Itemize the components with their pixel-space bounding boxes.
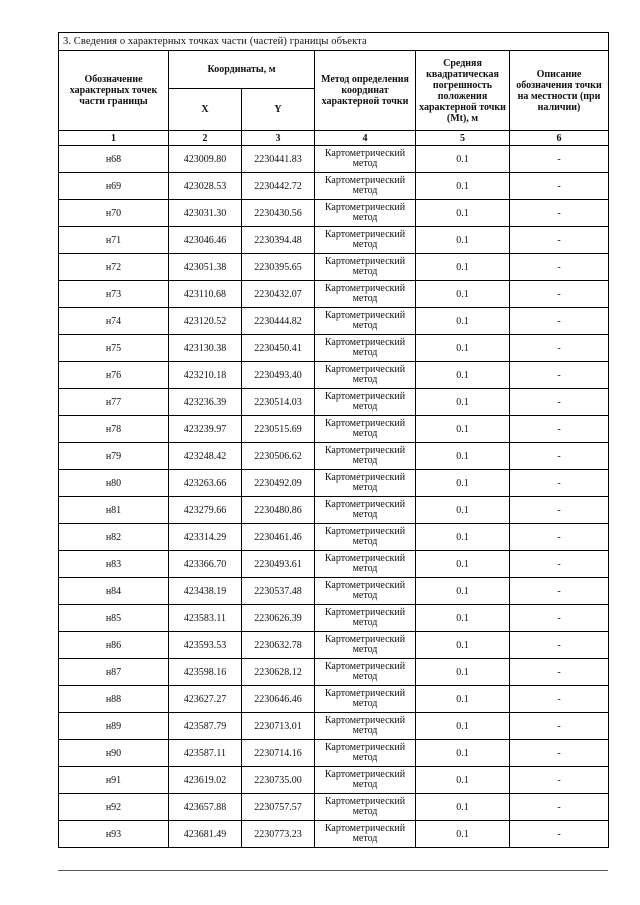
cell-point: н72 xyxy=(59,254,169,281)
cell-mt: 0.1 xyxy=(416,767,510,794)
cell-y: 2230444.82 xyxy=(242,308,315,335)
cell-desc: - xyxy=(510,254,609,281)
cell-desc: - xyxy=(510,524,609,551)
cell-point: н89 xyxy=(59,713,169,740)
cell-y: 2230646.46 xyxy=(242,686,315,713)
cell-mt: 0.1 xyxy=(416,686,510,713)
cell-y: 2230537.48 xyxy=(242,578,315,605)
cell-method: Картометрический метод xyxy=(315,443,416,470)
cell-method: Картометрический метод xyxy=(315,767,416,794)
cell-method: Картометрический метод xyxy=(315,308,416,335)
cell-point: н86 xyxy=(59,632,169,659)
table-row xyxy=(59,740,609,767)
column-numbers-row xyxy=(59,131,609,146)
column-number: 6 xyxy=(510,131,609,146)
cell-method: Картометрический метод xyxy=(315,362,416,389)
header-method: Метод определения координат характерной точки xyxy=(315,51,416,131)
cell-point: н88 xyxy=(59,686,169,713)
cell-point: н68 xyxy=(59,146,169,173)
cell-desc: - xyxy=(510,389,609,416)
cell-y: 2230713.01 xyxy=(242,713,315,740)
cell-mt: 0.1 xyxy=(416,659,510,686)
cell-desc: - xyxy=(510,551,609,578)
table-row xyxy=(59,173,609,200)
cell-method: Картометрический метод xyxy=(315,821,416,848)
table-row xyxy=(59,578,609,605)
table-row xyxy=(59,416,609,443)
header-y: Y xyxy=(242,89,315,131)
header-coordinates: Координаты, м xyxy=(169,51,315,89)
cell-desc: - xyxy=(510,578,609,605)
cell-y: 2230480.86 xyxy=(242,497,315,524)
cell-y: 2230735.00 xyxy=(242,767,315,794)
cell-y: 2230714.16 xyxy=(242,740,315,767)
cell-method: Картометрический метод xyxy=(315,497,416,524)
cell-method: Картометрический метод xyxy=(315,335,416,362)
table-row xyxy=(59,524,609,551)
cell-mt: 0.1 xyxy=(416,524,510,551)
cell-point: н80 xyxy=(59,470,169,497)
boundary-points-table xyxy=(58,32,609,848)
cell-method: Картометрический метод xyxy=(315,740,416,767)
cell-desc: - xyxy=(510,767,609,794)
cell-point: н90 xyxy=(59,740,169,767)
cell-x: 423051.38 xyxy=(169,254,242,281)
cell-x: 423587.11 xyxy=(169,740,242,767)
cell-mt: 0.1 xyxy=(416,713,510,740)
cell-desc: - xyxy=(510,632,609,659)
cell-x: 423248.42 xyxy=(169,443,242,470)
table-row xyxy=(59,632,609,659)
cell-method: Картометрический метод xyxy=(315,281,416,308)
cell-point: н76 xyxy=(59,362,169,389)
table-row xyxy=(59,362,609,389)
cell-method: Картометрический метод xyxy=(315,524,416,551)
cell-point: н81 xyxy=(59,497,169,524)
cell-y: 2230757.57 xyxy=(242,794,315,821)
cell-y: 2230432.07 xyxy=(242,281,315,308)
cell-method: Картометрический метод xyxy=(315,794,416,821)
table-row xyxy=(59,686,609,713)
cell-method: Картометрический метод xyxy=(315,659,416,686)
cell-desc: - xyxy=(510,443,609,470)
table-row xyxy=(59,713,609,740)
column-number: 4 xyxy=(315,131,416,146)
cell-mt: 0.1 xyxy=(416,281,510,308)
cell-x: 423236.39 xyxy=(169,389,242,416)
table-body xyxy=(59,146,609,848)
cell-point: н79 xyxy=(59,443,169,470)
cell-x: 423046.46 xyxy=(169,227,242,254)
cell-mt: 0.1 xyxy=(416,389,510,416)
cell-method: Картометрический метод xyxy=(315,200,416,227)
page-bottom-rule xyxy=(58,870,608,871)
cell-y: 2230626.39 xyxy=(242,605,315,632)
cell-x: 423263.66 xyxy=(169,470,242,497)
cell-y: 2230492.09 xyxy=(242,470,315,497)
cell-mt: 0.1 xyxy=(416,335,510,362)
cell-desc: - xyxy=(510,497,609,524)
cell-mt: 0.1 xyxy=(416,416,510,443)
cell-y: 2230493.61 xyxy=(242,551,315,578)
cell-mt: 0.1 xyxy=(416,254,510,281)
table-row xyxy=(59,443,609,470)
cell-mt: 0.1 xyxy=(416,227,510,254)
cell-mt: 0.1 xyxy=(416,470,510,497)
cell-x: 423681.49 xyxy=(169,821,242,848)
cell-x: 423314.29 xyxy=(169,524,242,551)
cell-desc: - xyxy=(510,821,609,848)
cell-desc: - xyxy=(510,362,609,389)
cell-y: 2230632.78 xyxy=(242,632,315,659)
table-row xyxy=(59,335,609,362)
column-number: 1 xyxy=(59,131,169,146)
cell-x: 423279.66 xyxy=(169,497,242,524)
cell-point: н71 xyxy=(59,227,169,254)
cell-mt: 0.1 xyxy=(416,308,510,335)
cell-method: Картометрический метод xyxy=(315,470,416,497)
header-designation: Обозначение характерных точек части границы xyxy=(59,51,169,131)
cell-point: н82 xyxy=(59,524,169,551)
cell-y: 2230514.03 xyxy=(242,389,315,416)
cell-x: 423009.80 xyxy=(169,146,242,173)
cell-x: 423366.70 xyxy=(169,551,242,578)
cell-y: 2230441.83 xyxy=(242,146,315,173)
cell-y: 2230430.56 xyxy=(242,200,315,227)
cell-desc: - xyxy=(510,686,609,713)
cell-y: 2230394.48 xyxy=(242,227,315,254)
cell-x: 423587.79 xyxy=(169,713,242,740)
header-error: Средняя квадратическая погрешность положения характерной точки (Mt), м xyxy=(416,51,510,131)
cell-method: Картометрический метод xyxy=(315,713,416,740)
cell-desc: - xyxy=(510,227,609,254)
cell-mt: 0.1 xyxy=(416,578,510,605)
cell-y: 2230773.23 xyxy=(242,821,315,848)
cell-y: 2230493.40 xyxy=(242,362,315,389)
cell-desc: - xyxy=(510,281,609,308)
cell-point: н87 xyxy=(59,659,169,686)
cell-desc: - xyxy=(510,659,609,686)
cell-x: 423028.53 xyxy=(169,173,242,200)
header-description: Описание обозначения точки на местности (при наличии) xyxy=(510,51,609,131)
cell-method: Картометрический метод xyxy=(315,686,416,713)
cell-desc: - xyxy=(510,416,609,443)
cell-mt: 0.1 xyxy=(416,740,510,767)
cell-point: н73 xyxy=(59,281,169,308)
table-row xyxy=(59,254,609,281)
cell-method: Картометрический метод xyxy=(315,227,416,254)
cell-x: 423210.18 xyxy=(169,362,242,389)
cell-mt: 0.1 xyxy=(416,821,510,848)
table-row xyxy=(59,605,609,632)
table-row xyxy=(59,821,609,848)
cell-desc: - xyxy=(510,605,609,632)
cell-mt: 0.1 xyxy=(416,173,510,200)
cell-point: н74 xyxy=(59,308,169,335)
table-row xyxy=(59,659,609,686)
cell-y: 2230442.72 xyxy=(242,173,315,200)
table-row xyxy=(59,767,609,794)
cell-x: 423110.68 xyxy=(169,281,242,308)
cell-x: 423593.53 xyxy=(169,632,242,659)
cell-x: 423627.27 xyxy=(169,686,242,713)
cell-y: 2230506.62 xyxy=(242,443,315,470)
table-row xyxy=(59,281,609,308)
cell-point: н85 xyxy=(59,605,169,632)
cell-mt: 0.1 xyxy=(416,443,510,470)
cell-point: н84 xyxy=(59,578,169,605)
cell-x: 423130.38 xyxy=(169,335,242,362)
cell-point: н92 xyxy=(59,794,169,821)
cell-y: 2230515.69 xyxy=(242,416,315,443)
cell-method: Картометрический метод xyxy=(315,173,416,200)
cell-x: 423619.02 xyxy=(169,767,242,794)
section-caption: 3. Сведения о характерных точках части (частей) границы объекта xyxy=(59,33,609,51)
cell-desc: - xyxy=(510,713,609,740)
table-row xyxy=(59,497,609,524)
cell-y: 2230461.46 xyxy=(242,524,315,551)
table-row xyxy=(59,470,609,497)
cell-x: 423239.97 xyxy=(169,416,242,443)
cell-mt: 0.1 xyxy=(416,200,510,227)
cell-desc: - xyxy=(510,200,609,227)
cell-point: н70 xyxy=(59,200,169,227)
header-x: X xyxy=(169,89,242,131)
cell-y: 2230395.65 xyxy=(242,254,315,281)
cell-method: Картометрический метод xyxy=(315,551,416,578)
table-row xyxy=(59,794,609,821)
cell-y: 2230450.41 xyxy=(242,335,315,362)
column-number: 5 xyxy=(416,131,510,146)
cell-desc: - xyxy=(510,146,609,173)
cell-method: Картометрический метод xyxy=(315,254,416,281)
cell-x: 423598.16 xyxy=(169,659,242,686)
cell-point: н93 xyxy=(59,821,169,848)
cell-mt: 0.1 xyxy=(416,362,510,389)
table-row xyxy=(59,551,609,578)
cell-method: Картометрический метод xyxy=(315,389,416,416)
cell-mt: 0.1 xyxy=(416,497,510,524)
cell-x: 423031.30 xyxy=(169,200,242,227)
cell-x: 423438.19 xyxy=(169,578,242,605)
table-row xyxy=(59,308,609,335)
cell-method: Картометрический метод xyxy=(315,578,416,605)
table-row xyxy=(59,227,609,254)
table-row xyxy=(59,146,609,173)
table-row xyxy=(59,389,609,416)
cell-method: Картометрический метод xyxy=(315,632,416,659)
cell-point: н69 xyxy=(59,173,169,200)
cell-desc: - xyxy=(510,308,609,335)
cell-point: н78 xyxy=(59,416,169,443)
cell-desc: - xyxy=(510,794,609,821)
table-row xyxy=(59,200,609,227)
cell-x: 423120.52 xyxy=(169,308,242,335)
cell-mt: 0.1 xyxy=(416,146,510,173)
cell-y: 2230628.12 xyxy=(242,659,315,686)
cell-point: н91 xyxy=(59,767,169,794)
cell-point: н75 xyxy=(59,335,169,362)
column-number: 2 xyxy=(169,131,242,146)
cell-mt: 0.1 xyxy=(416,551,510,578)
cell-desc: - xyxy=(510,335,609,362)
cell-x: 423583.11 xyxy=(169,605,242,632)
column-number: 3 xyxy=(242,131,315,146)
cell-desc: - xyxy=(510,173,609,200)
cell-x: 423657.88 xyxy=(169,794,242,821)
cell-mt: 0.1 xyxy=(416,794,510,821)
cell-point: н77 xyxy=(59,389,169,416)
cell-desc: - xyxy=(510,470,609,497)
cell-mt: 0.1 xyxy=(416,632,510,659)
cell-method: Картометрический метод xyxy=(315,605,416,632)
cell-desc: - xyxy=(510,740,609,767)
cell-point: н83 xyxy=(59,551,169,578)
cell-mt: 0.1 xyxy=(416,605,510,632)
cell-method: Картометрический метод xyxy=(315,146,416,173)
cell-method: Картометрический метод xyxy=(315,416,416,443)
